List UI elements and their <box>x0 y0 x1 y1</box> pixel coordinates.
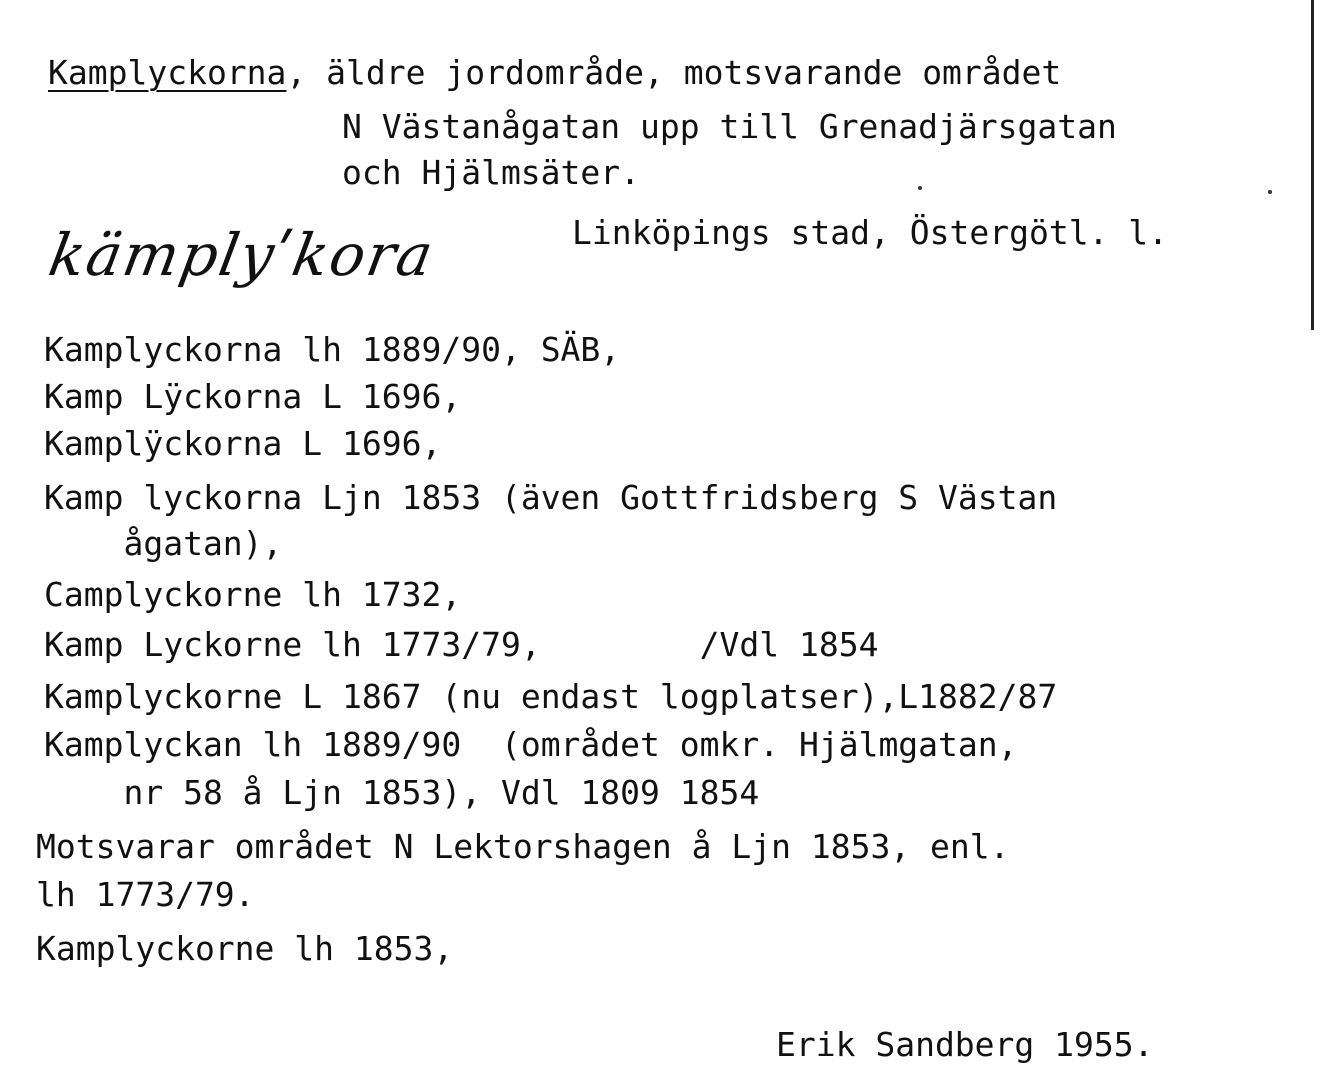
attestation-line: Kamp Lyckorne lh 1773/79, /Vdl 1854 <box>44 625 879 664</box>
note-line: Motsvarar området N Lektorshagen å Ljn 1853, enl. <box>36 827 1010 866</box>
signature: Erik Sandberg 1955. <box>776 1025 1154 1064</box>
headword: Kamplyckorna <box>48 53 287 92</box>
location-line: Linköpings stad, Östergötl. l. <box>572 213 1169 252</box>
header-line-1-rest: , äldre jordområde, motsvarande området <box>286 53 1062 92</box>
attestation-line: Kamplyckorna lh 1889/90, SÄB, <box>44 330 621 369</box>
attestation-line: Camplyckorne lh 1732, <box>44 575 462 614</box>
card-edge-line <box>1311 0 1314 330</box>
attestation-line: Kamplyckorne L 1867 (nu endast logplatser),L1882/87 <box>44 677 1058 716</box>
handwritten-pronunciation: kämplyʹkora <box>44 221 440 289</box>
attestation-line: Kamp lyckorna Ljn 1853 (även Gottfridsberg S Västan <box>44 478 1058 517</box>
speck <box>1268 190 1272 194</box>
attestation-line: Kamplÿckorna L 1696, <box>44 424 442 463</box>
attestation-line: ågatan), <box>44 524 283 563</box>
note-line: lh 1773/79. <box>36 875 255 914</box>
header-line-2: N Västanågatan upp till Grenadjärsgatan <box>342 107 1117 146</box>
attestation-line: Kamp Lÿckorna L 1696, <box>44 377 462 416</box>
attestation-line: Kamplyckorne lh 1853, <box>36 929 454 968</box>
header-line-1 <box>48 53 1062 92</box>
attestation-line: Kamplyckan lh 1889/90 (området omkr. Hjälmgatan, <box>44 725 1018 764</box>
header-line-3: och Hjälmsäter. <box>342 153 641 192</box>
speck <box>918 186 922 190</box>
attestation-line: nr 58 å Ljn 1853), Vdl 1809 1854 <box>44 773 760 812</box>
